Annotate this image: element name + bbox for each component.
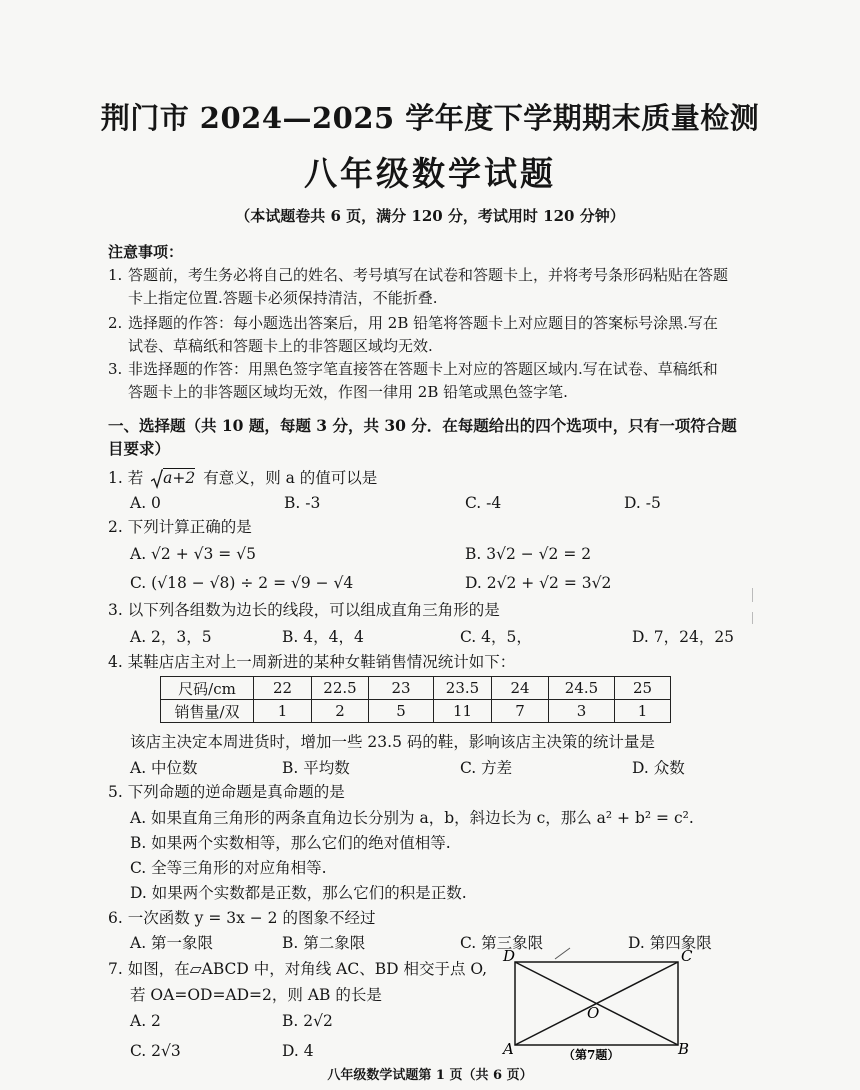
- table-cell: 24.5: [549, 677, 615, 700]
- notice-number: 1.: [108, 266, 123, 284]
- scan-artifact: [752, 588, 753, 602]
- q1-option-a: A. 0: [130, 494, 161, 512]
- notice-number: 3.: [108, 360, 123, 378]
- label-a: A: [503, 1040, 514, 1058]
- table-cell: 22.5: [312, 677, 369, 700]
- q6-option-a: A. 第一象限: [130, 934, 214, 952]
- table-cell: 5: [369, 700, 434, 723]
- question-7-stem-line2: 若 OA=OD=AD=2，则 AB 的长是: [130, 986, 382, 1004]
- scan-artifact: [752, 612, 753, 624]
- q1-option-c: C. -4: [465, 494, 502, 512]
- question-7-stem-line1: 7. 如图，在▱ABCD 中，对角线 AC、BD 相交于点 O,: [108, 960, 488, 978]
- q2-option-b: B. 3√2 − √2 = 2: [465, 545, 592, 563]
- table-cell: 销售量/双: [161, 700, 254, 723]
- table-cell: 3: [549, 700, 615, 723]
- table-cell: 7: [492, 700, 549, 723]
- q1-suffix: 有意义，则 a 的值可以是: [203, 469, 378, 487]
- scan-mark: [555, 948, 570, 959]
- q6-option-c: C. 第三象限: [460, 934, 544, 952]
- q1-option-b: B. -3: [284, 494, 321, 512]
- notice-text: 选择题的作答：每小题选出答案后，用 2B 铅笔将答题卡上对应题目的答案标号涂黑.写在试卷、草稿纸和答题卡上的非答题区域均无效.: [128, 314, 718, 355]
- label-o: O: [587, 1004, 600, 1022]
- q5-option-c: C. 全等三角形的对应角相等.: [130, 859, 327, 877]
- q4-option-b: B. 平均数: [282, 759, 350, 777]
- page-footer: 八年级数学试题第 1 页（共 6 页）: [327, 1068, 533, 1083]
- q5-option-d: D. 如果两个实数都是正数，那么它们的积是正数.: [130, 884, 467, 902]
- q4-option-d: D. 众数: [632, 759, 685, 777]
- q3-option-d: D. 7，24，25: [632, 628, 735, 646]
- notice-item-2: [108, 312, 728, 358]
- q6-option-d: D. 第四象限: [628, 934, 712, 952]
- exam-subtitle: 八年级数学试题: [304, 154, 556, 193]
- notice-heading: 注意事项：: [108, 243, 184, 261]
- question-6-stem: 6. 一次函数 y = 3x − 2 的图象不经过: [108, 909, 376, 927]
- section-heading: 一、选择题（共 10 题，每题 3 分，共 30 分．在每题给出的四个选项中，只有一项符合题目要求）: [108, 416, 737, 458]
- q7-option-c: C. 2√3: [130, 1042, 181, 1060]
- table-cell: 23: [369, 677, 434, 700]
- q4-option-a: A. 中位数: [130, 759, 198, 777]
- q2-option-a: A. √2 + √3 = √5: [130, 545, 256, 563]
- q1-option-d: D. -5: [624, 494, 661, 512]
- q7-option-d: D. 4: [282, 1042, 314, 1060]
- table-cell: 25: [615, 677, 671, 700]
- notice-item-1: [108, 264, 728, 310]
- q7-option-b: B. 2√2: [282, 1012, 333, 1030]
- q4-option-c: C. 方差: [460, 759, 513, 777]
- q6-option-b: B. 第二象限: [282, 934, 366, 952]
- table-cell: 1: [615, 700, 671, 723]
- q5-option-a: A. 如果直角三角形的两条直角边长分别为 a，b，斜边长为 c，那么 a² + b² = c².: [130, 809, 694, 827]
- radical-sign: [151, 469, 195, 487]
- q7-option-a: A. 2: [130, 1012, 161, 1030]
- q1-prefix: 1. 若: [108, 469, 144, 487]
- exam-title: 荆门市 2024—2025 学年度下学期期末质量检测: [100, 101, 760, 135]
- table-cell: 尺码/cm: [161, 677, 254, 700]
- table-cell: 11: [434, 700, 492, 723]
- q3-option-a: A. 2，3，5: [130, 628, 212, 646]
- notice-item-3: [108, 358, 728, 404]
- parallelogram-figure: [495, 945, 705, 1060]
- q2-option-c: C. (√18 − √8) ÷ 2 = √9 − √4: [130, 574, 354, 592]
- exam-info: （本试题卷共 6 页，满分 120 分，考试用时 120 分钟）: [235, 207, 625, 225]
- label-c: C: [681, 947, 693, 965]
- table-cell: 23.5: [434, 677, 492, 700]
- sqrt-icon: [151, 469, 163, 489]
- table-cell: 1: [254, 700, 312, 723]
- question-1-stem: [108, 466, 377, 488]
- q3-option-b: B. 4，4，4: [282, 628, 364, 646]
- question-3-stem: 3. 以下列各组数为边长的线段，可以组成直角三角形的是: [108, 601, 500, 619]
- q2-option-d: D. 2√2 + √2 = 3√2: [465, 574, 612, 592]
- q3-option-c: C. 4，5，: [460, 628, 532, 646]
- table-row: [161, 700, 671, 723]
- q5-option-b: B. 如果两个实数相等，那么它们的绝对值相等.: [130, 834, 451, 852]
- notice-number: 2.: [108, 314, 123, 332]
- label-d: D: [503, 947, 516, 965]
- question-4-stem: 4. 某鞋店店主对上一周新进的某种女鞋销售情况统计如下：: [108, 653, 516, 671]
- question-4-followup: 该店主决定本周进货时，增加一些 23.5 码的鞋，影响该店主决策的统计量是: [130, 733, 655, 751]
- q1-radicand: a+2: [163, 469, 196, 487]
- question-5-stem: 5. 下列命题的逆命题是真命题的是: [108, 783, 345, 801]
- figure-caption: （第7题）: [563, 1048, 620, 1060]
- sales-table: [160, 676, 671, 723]
- label-b: B: [678, 1040, 690, 1058]
- table-cell: 24: [492, 677, 549, 700]
- question-2-stem: 2. 下列计算正确的是: [108, 518, 252, 536]
- notice-text: 答题前，考生务必将自己的姓名、考号填写在试卷和答题卡上，并将考号条形码粘贴在答题卡上指定位置.答题卡必须保持清洁，不能折叠.: [128, 266, 729, 307]
- notice-text: 非选择题的作答：用黑色签字笔直接答在答题卡上对应的答题区域内.写在试卷、草稿纸和答题卡上的非答题区域均无效，作图一律用 2B 铅笔或黑色签字笔.: [128, 360, 718, 401]
- table-header-row: [161, 677, 671, 700]
- table-cell: 22: [254, 677, 312, 700]
- table-cell: 2: [312, 700, 369, 723]
